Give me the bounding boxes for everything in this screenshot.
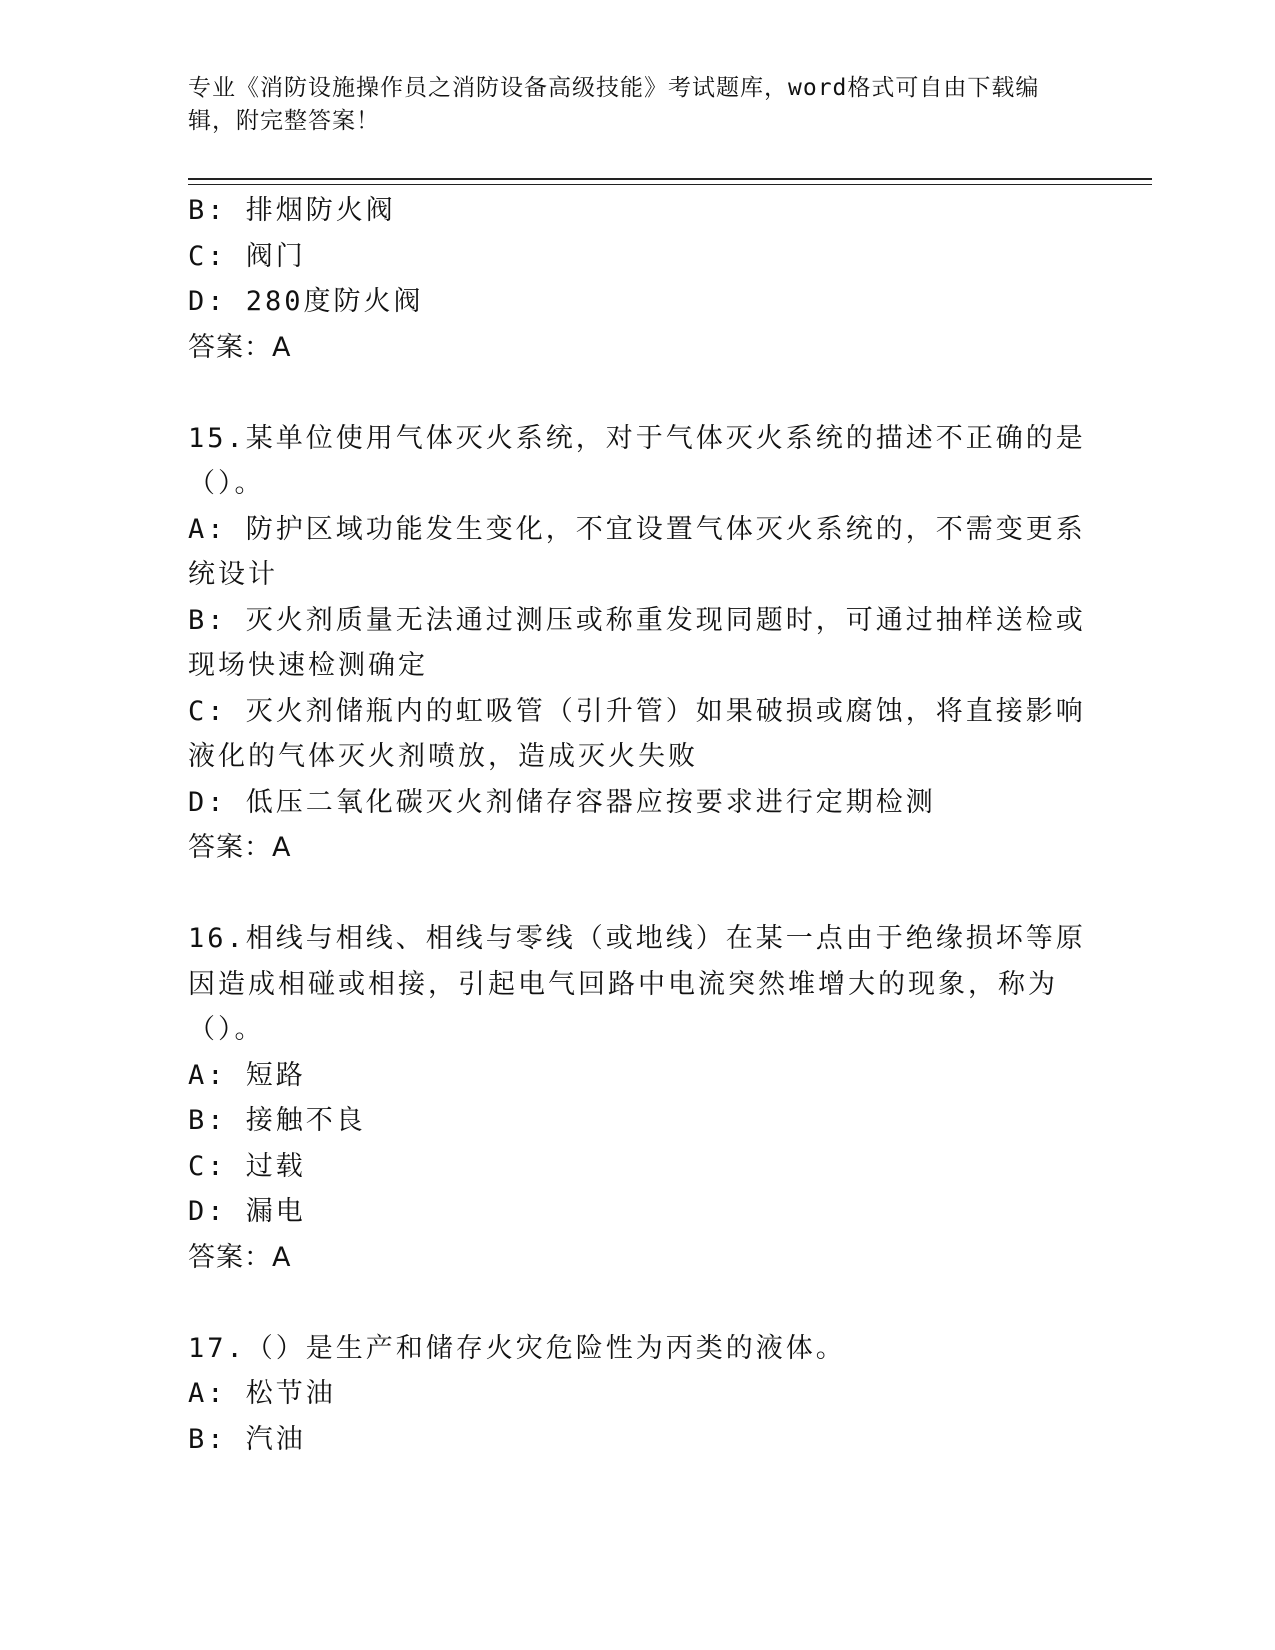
document-header: 专业《消防设施操作员之消防设备高级技能》考试题库，word格式可自由下载编辑，附完整答案！ [188, 75, 1040, 134]
spacer [188, 1280, 1088, 1326]
question-15-option-a: A: 防护区域功能发生变化，不宜设置气体灭火系统的，不需变更系统设计 [188, 513, 1086, 590]
option-b: B: 排烟防火阀 [188, 195, 396, 226]
question-15-stem: 15.某单位使用气体灭火系统，对于气体灭火系统的描述不正确的是（）。 [188, 422, 1086, 499]
question-17-option-b: B: 汽油 [188, 1423, 306, 1455]
question-16-option-a: A: 短路 [188, 1059, 306, 1091]
option-d: D: 280度防火阀 [188, 286, 424, 317]
question-16-stem: 16.相线与相线、相线与零线（或地线）在某一点由于绝缘损坏等原因造成相碰或相接，引起电气回路中电流突然堆增大的现象，称为（）。 [188, 923, 1086, 1045]
question-16-answer: 答案：A [188, 1241, 292, 1273]
spacer [188, 370, 1088, 416]
question-17-option-a: A: 松节油 [188, 1378, 336, 1409]
option-c: C: 阀门 [188, 240, 306, 272]
header-rule-thick [188, 178, 1152, 180]
answer-line: 答案：A [188, 331, 292, 363]
document-body [188, 188, 1088, 1462]
question-15-option-c: C: 灭火剂储瓶内的虹吸管（引升管）如果破损或腐蚀，将直接影响液化的气体灭火剂喷放，造成灭火失败 [188, 695, 1086, 772]
question-16-option-b: B: 接触不良 [188, 1105, 366, 1136]
question-16-option-c: C: 过载 [188, 1150, 306, 1182]
question-15-option-d: D: 低压二氧化碳灭火剂储存容器应按要求进行定期检测 [188, 786, 936, 818]
question-15-option-b: B: 灭火剂质量无法通过测压或称重发现同题时，可通过抽样送检或现场快速检测确定 [188, 604, 1086, 681]
question-16-option-d: D: 漏电 [188, 1196, 306, 1227]
question-17-stem: 17.（）是生产和储存火灾危险性为丙类的液体。 [188, 1332, 846, 1364]
question-15-answer: 答案：A [188, 832, 292, 863]
header-rule-thin [188, 184, 1152, 185]
spacer [188, 871, 1088, 917]
